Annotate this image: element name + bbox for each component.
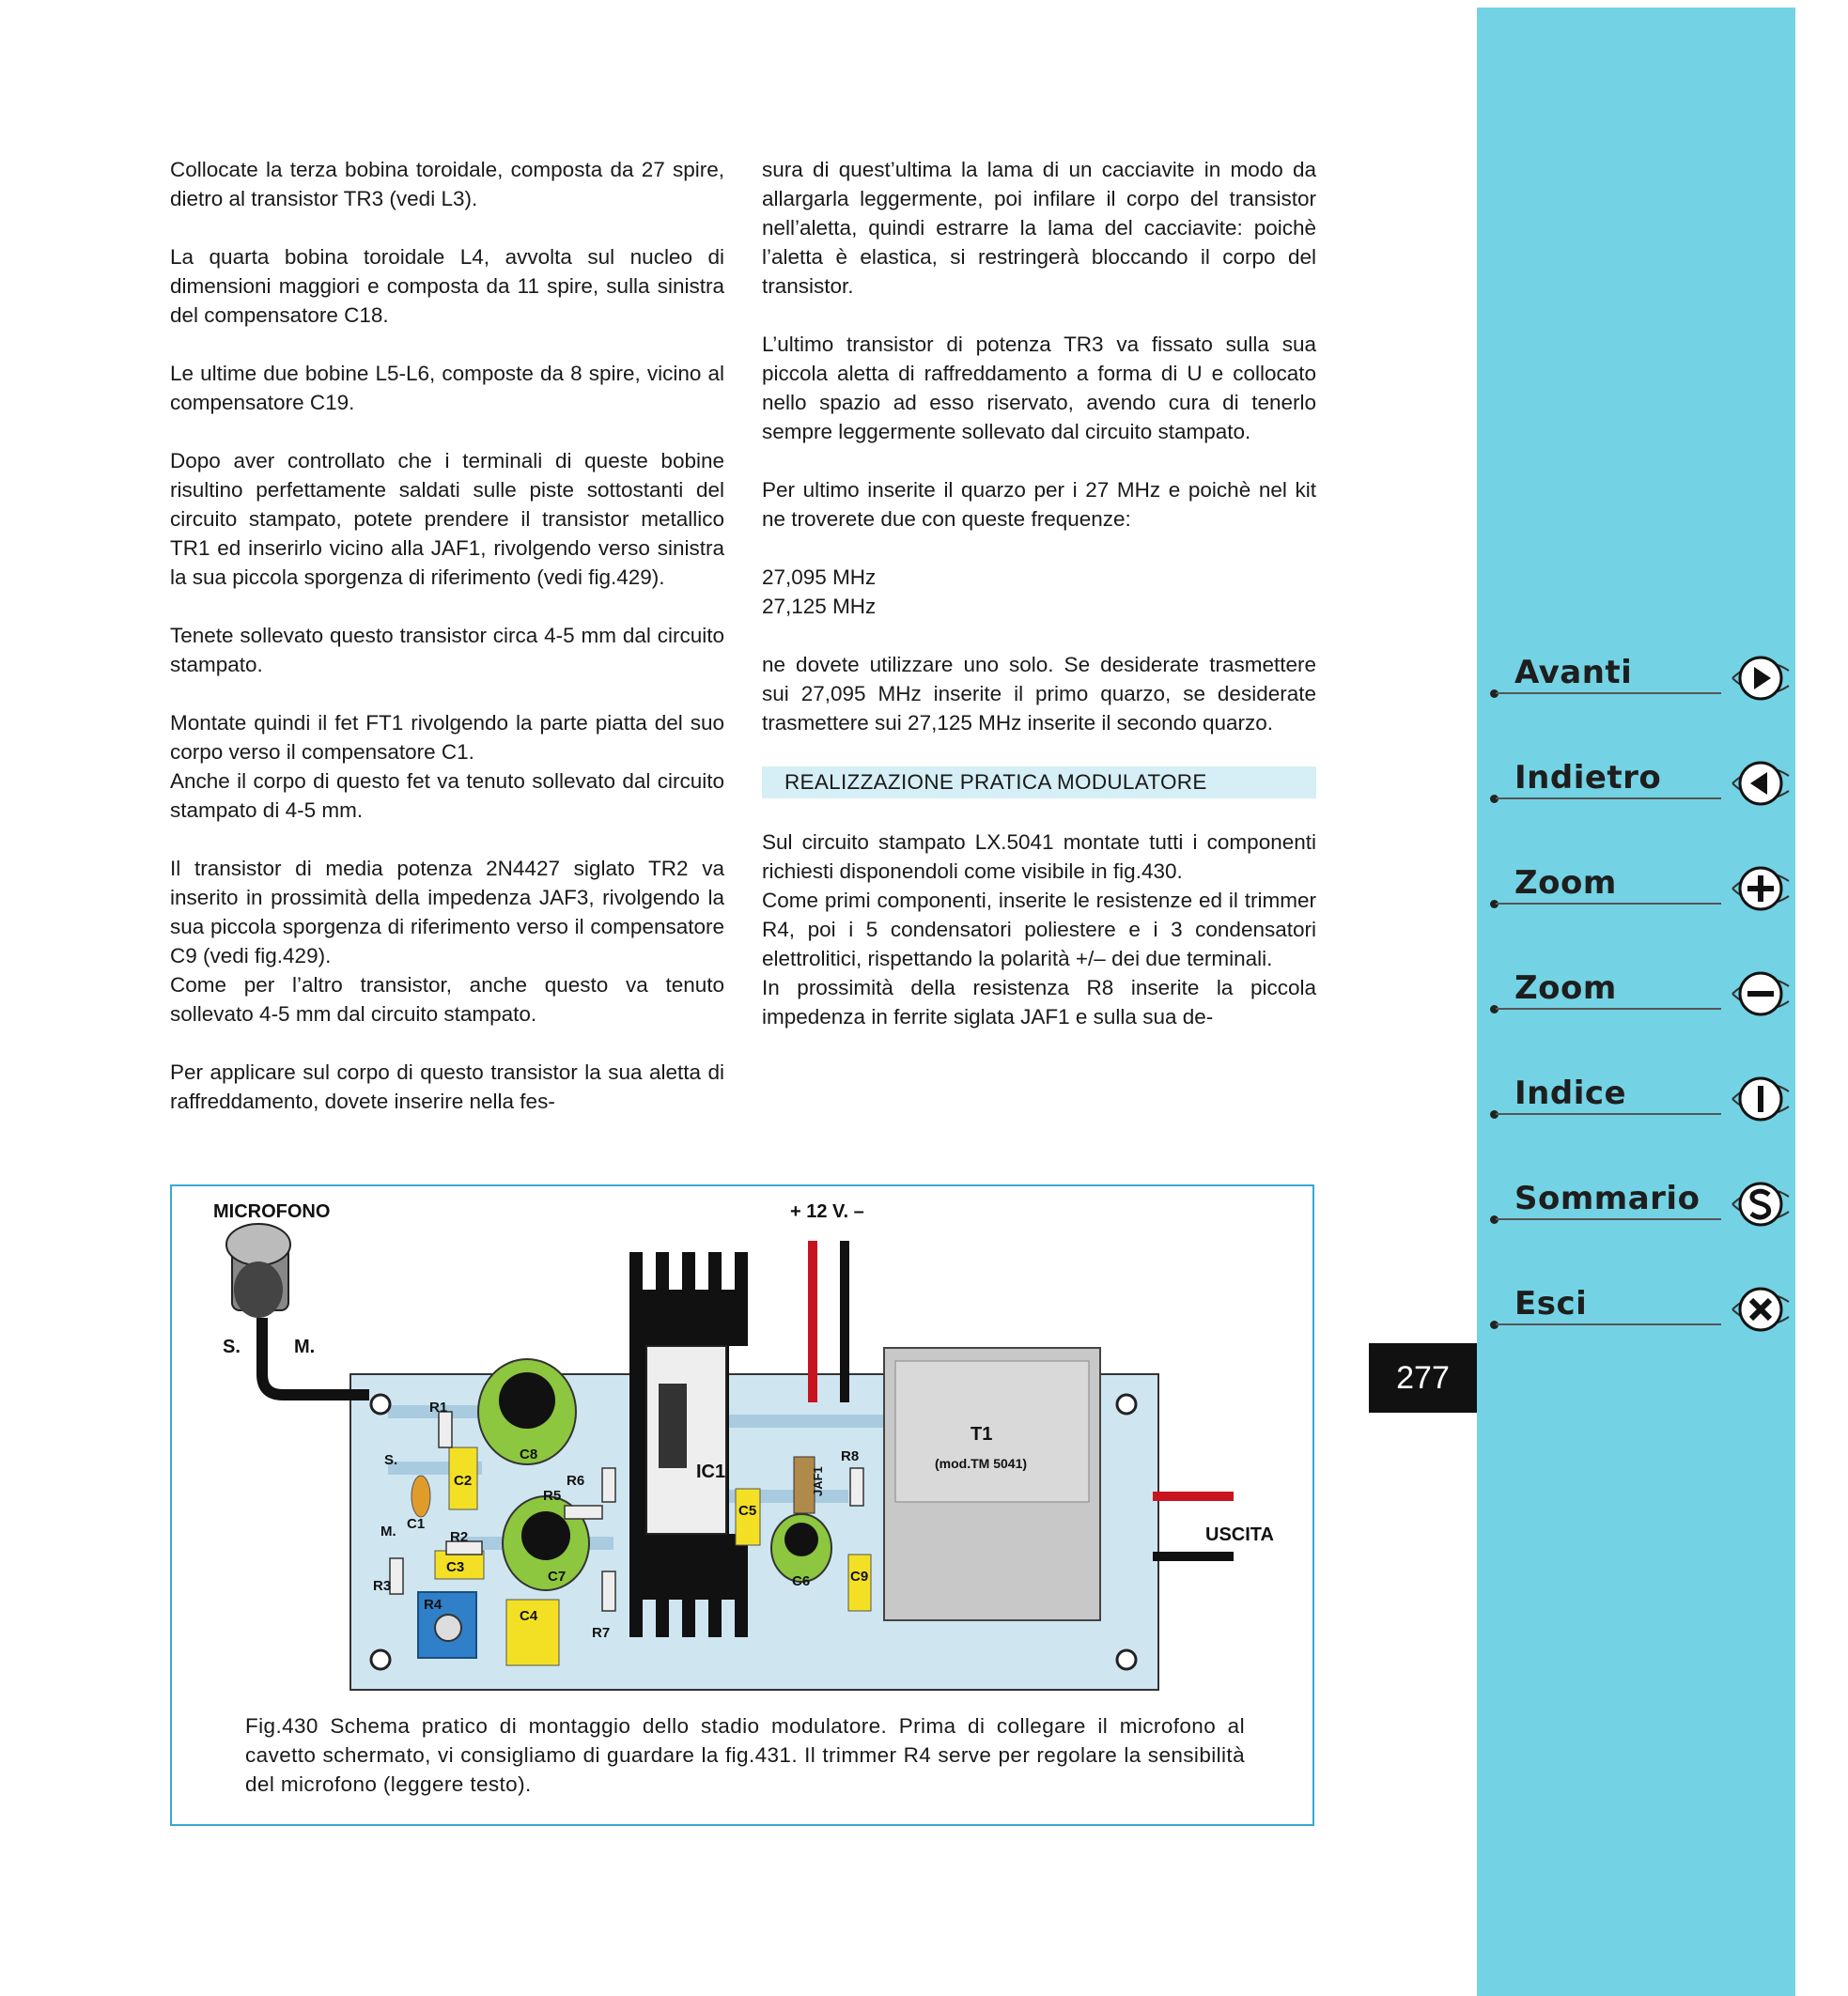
resistor-r6 bbox=[602, 1468, 615, 1502]
left-text-column bbox=[170, 155, 724, 1145]
paragraph: La quarta bobina toroidale L4, avvolta sul nucleo di dimensioni maggiori e composta da 11 spire, sulla sinistra del compensatore C18. bbox=[170, 245, 724, 327]
label-r7: R7 bbox=[592, 1625, 611, 1641]
capacitor-c1 bbox=[412, 1476, 430, 1517]
label-r8: R8 bbox=[841, 1448, 860, 1464]
microphone bbox=[226, 1224, 369, 1395]
paragraph: sura di quest’ultima la lama di un cacciavite in modo da allargarla leggermente, poi infilare il corpo del transistor nell’aletta, quindi estrarre la lama del cacciavite: poichè l’aletta è elastica, si restringerà bloccando il corpo del transistor. bbox=[762, 158, 1316, 298]
nav-avanti-button[interactable] bbox=[1484, 648, 1794, 714]
label-jaf1: JAF1 bbox=[811, 1466, 825, 1496]
exit-icon bbox=[1731, 1279, 1791, 1339]
label-r6: R6 bbox=[567, 1473, 585, 1489]
label-r5: R5 bbox=[543, 1488, 562, 1504]
microphone-label: MICROFONO bbox=[213, 1201, 331, 1222]
summary-icon bbox=[1731, 1174, 1791, 1234]
label-r2: R2 bbox=[450, 1529, 469, 1545]
paragraph: Come primi componenti, inserite le resistenze ed il trimmer R4, poi i 5 condensatori poliestere e i 3 condensatori elettrolitici, rispettando la polarità +/– dei due terminali. bbox=[762, 889, 1316, 970]
paragraph: Sul circuito stampato LX.5041 montate tutti i componenti richiesti disponendoli come visibile in fig.430. bbox=[762, 830, 1316, 883]
label-c6: C6 bbox=[792, 1573, 811, 1589]
paragraph: Per applicare sul corpo di questo transistor la sua aletta di raffreddamento, dovete inserire nella fes- bbox=[170, 1060, 724, 1113]
section-heading: REALIZZAZIONE PRATICA MODULATORE bbox=[762, 766, 1316, 798]
play-right-icon bbox=[1731, 648, 1791, 708]
index-icon bbox=[1731, 1069, 1791, 1129]
nav-label: Indietro bbox=[1514, 759, 1662, 797]
mic-s-label: S. bbox=[223, 1337, 241, 1357]
paragraph: In prossimità della resistenza R8 inserite la piccola impedenza in ferrite siglata JAF1 e sulla sua de- bbox=[762, 976, 1316, 1029]
resistor-r3 bbox=[390, 1558, 403, 1594]
paragraph: Come per l’altro transistor, anche questo va tenuto sollevato 4-5 mm dal circuito stampato. bbox=[170, 973, 724, 1026]
transformer-t1 bbox=[884, 1348, 1100, 1620]
nav-label: Avanti bbox=[1514, 654, 1633, 691]
label-r3: R3 bbox=[373, 1578, 392, 1594]
page-number: 277 bbox=[1369, 1343, 1477, 1413]
nav-sommario-button[interactable] bbox=[1484, 1174, 1794, 1240]
mic-m-label: M. bbox=[294, 1337, 316, 1357]
pcb-m-label: M. bbox=[380, 1524, 396, 1540]
paragraph: ne dovete utilizzare uno solo. Se desiderate trasmettere sui 27,095 MHz inserite il primo quarzo, se desiderate trasmettere sui 27,125 MHz inserite il secondo quarzo. bbox=[762, 653, 1316, 735]
nav-label: Zoom bbox=[1514, 969, 1617, 1007]
nav-indice-button[interactable] bbox=[1484, 1069, 1794, 1135]
pcb-s-label: S. bbox=[384, 1452, 398, 1468]
label-c4: C4 bbox=[520, 1608, 538, 1624]
play-left-icon bbox=[1731, 753, 1791, 813]
nav-label: Indice bbox=[1514, 1075, 1627, 1112]
paragraph: Collocate la terza bobina toroidale, composta da 27 spire, dietro al transistor TR3 (vedi L3). bbox=[170, 158, 724, 210]
label-c7: C7 bbox=[548, 1569, 567, 1585]
resistor-r5 bbox=[565, 1506, 602, 1519]
resistor-r8 bbox=[850, 1468, 863, 1506]
nav-zoom-in-button[interactable] bbox=[1484, 859, 1794, 924]
paragraph: L’ultimo transistor di potenza TR3 va fissato sulla sua piccola aletta di raffreddamento a forma di U e collocato nello spazio ad esso riservato, avendo cura di tenerlo sempre leggermente sollevato dal circuito stampato. bbox=[762, 333, 1316, 443]
label-c3: C3 bbox=[446, 1559, 465, 1575]
paragraph: Montate quindi il fet FT1 rivolgendo la parte piatta del suo corpo verso il compensatore C1. bbox=[170, 711, 724, 764]
paragraph: Tenete sollevato questo transistor circa 4-5 mm dal circuito stampato. bbox=[170, 624, 724, 676]
frequency-line: 27,095 MHz bbox=[762, 565, 877, 589]
capacitor-c6 bbox=[771, 1514, 831, 1582]
nav-indietro-button[interactable] bbox=[1484, 753, 1794, 819]
uscita-label: USCITA bbox=[1205, 1524, 1274, 1545]
label-c1: C1 bbox=[407, 1516, 426, 1532]
label-c8: C8 bbox=[520, 1447, 538, 1462]
nav-zoom-out-button[interactable] bbox=[1484, 964, 1794, 1029]
power-label: + 12 V. – bbox=[790, 1201, 864, 1222]
label-c9: C9 bbox=[850, 1569, 869, 1585]
paragraph: Le ultime due bobine L5-L6, composte da 8 spire, vicino al compensatore C19. bbox=[170, 362, 724, 414]
nav-esci-button[interactable] bbox=[1484, 1279, 1794, 1345]
paragraph: Per ultimo inserite il quarzo per i 27 MHz e poichè nel kit ne troverete due con queste frequenze: bbox=[762, 478, 1316, 531]
paragraph: Dopo aver controllato che i terminali di queste bobine risultino perfettamente saldati sulle piste sottostanti del circuito stampato, potete prendere il transistor metallico TR1 ed inserirlo vicino alla JAF1, rivolgendo verso sinistra la sua piccola sporgenza di riferimento (vedi fig.429). bbox=[170, 449, 724, 589]
label-r1: R1 bbox=[429, 1400, 448, 1416]
t1-model-label: (mod.TM 5041) bbox=[935, 1456, 1028, 1471]
right-text-column bbox=[762, 155, 1316, 1031]
nav-label: Sommario bbox=[1514, 1180, 1700, 1217]
ic1-label: IC1 bbox=[696, 1462, 726, 1482]
zoom-in-icon bbox=[1731, 859, 1791, 919]
label-c5: C5 bbox=[738, 1503, 757, 1519]
label-r4: R4 bbox=[424, 1597, 443, 1613]
label-c2: C2 bbox=[454, 1473, 473, 1489]
resistor-r7 bbox=[602, 1571, 615, 1611]
resistor-r1 bbox=[439, 1412, 452, 1447]
figure-430 bbox=[170, 1184, 1314, 1826]
figure-caption: Fig.430 Schema pratico di montaggio dello stadio modulatore. Prima di collegare il microfono al cavetto schermato, vi consigliamo di guardare la fig.431. Il trimmer R4 serve per regolare la sensibilità del microfono (leggere testo). bbox=[245, 1714, 1245, 1796]
nav-label: Zoom bbox=[1514, 864, 1617, 902]
nav-label: Esci bbox=[1514, 1285, 1588, 1323]
zoom-out-icon bbox=[1731, 964, 1791, 1024]
circuit-diagram bbox=[172, 1186, 1312, 1694]
paragraph: Anche il corpo di questo fet va tenuto sollevato dal circuito stampato di 4-5 mm. bbox=[170, 769, 724, 822]
paragraph: Il transistor di media potenza 2N4427 siglato TR2 va inserito in prossimità della impedenza JAF3, rivolgendo la sua piccola sporgenza di riferimento verso il compensatore C9 (vedi fig.429). bbox=[170, 857, 724, 967]
t1-label: T1 bbox=[971, 1424, 993, 1445]
frequency-line: 27,125 MHz bbox=[762, 595, 877, 618]
